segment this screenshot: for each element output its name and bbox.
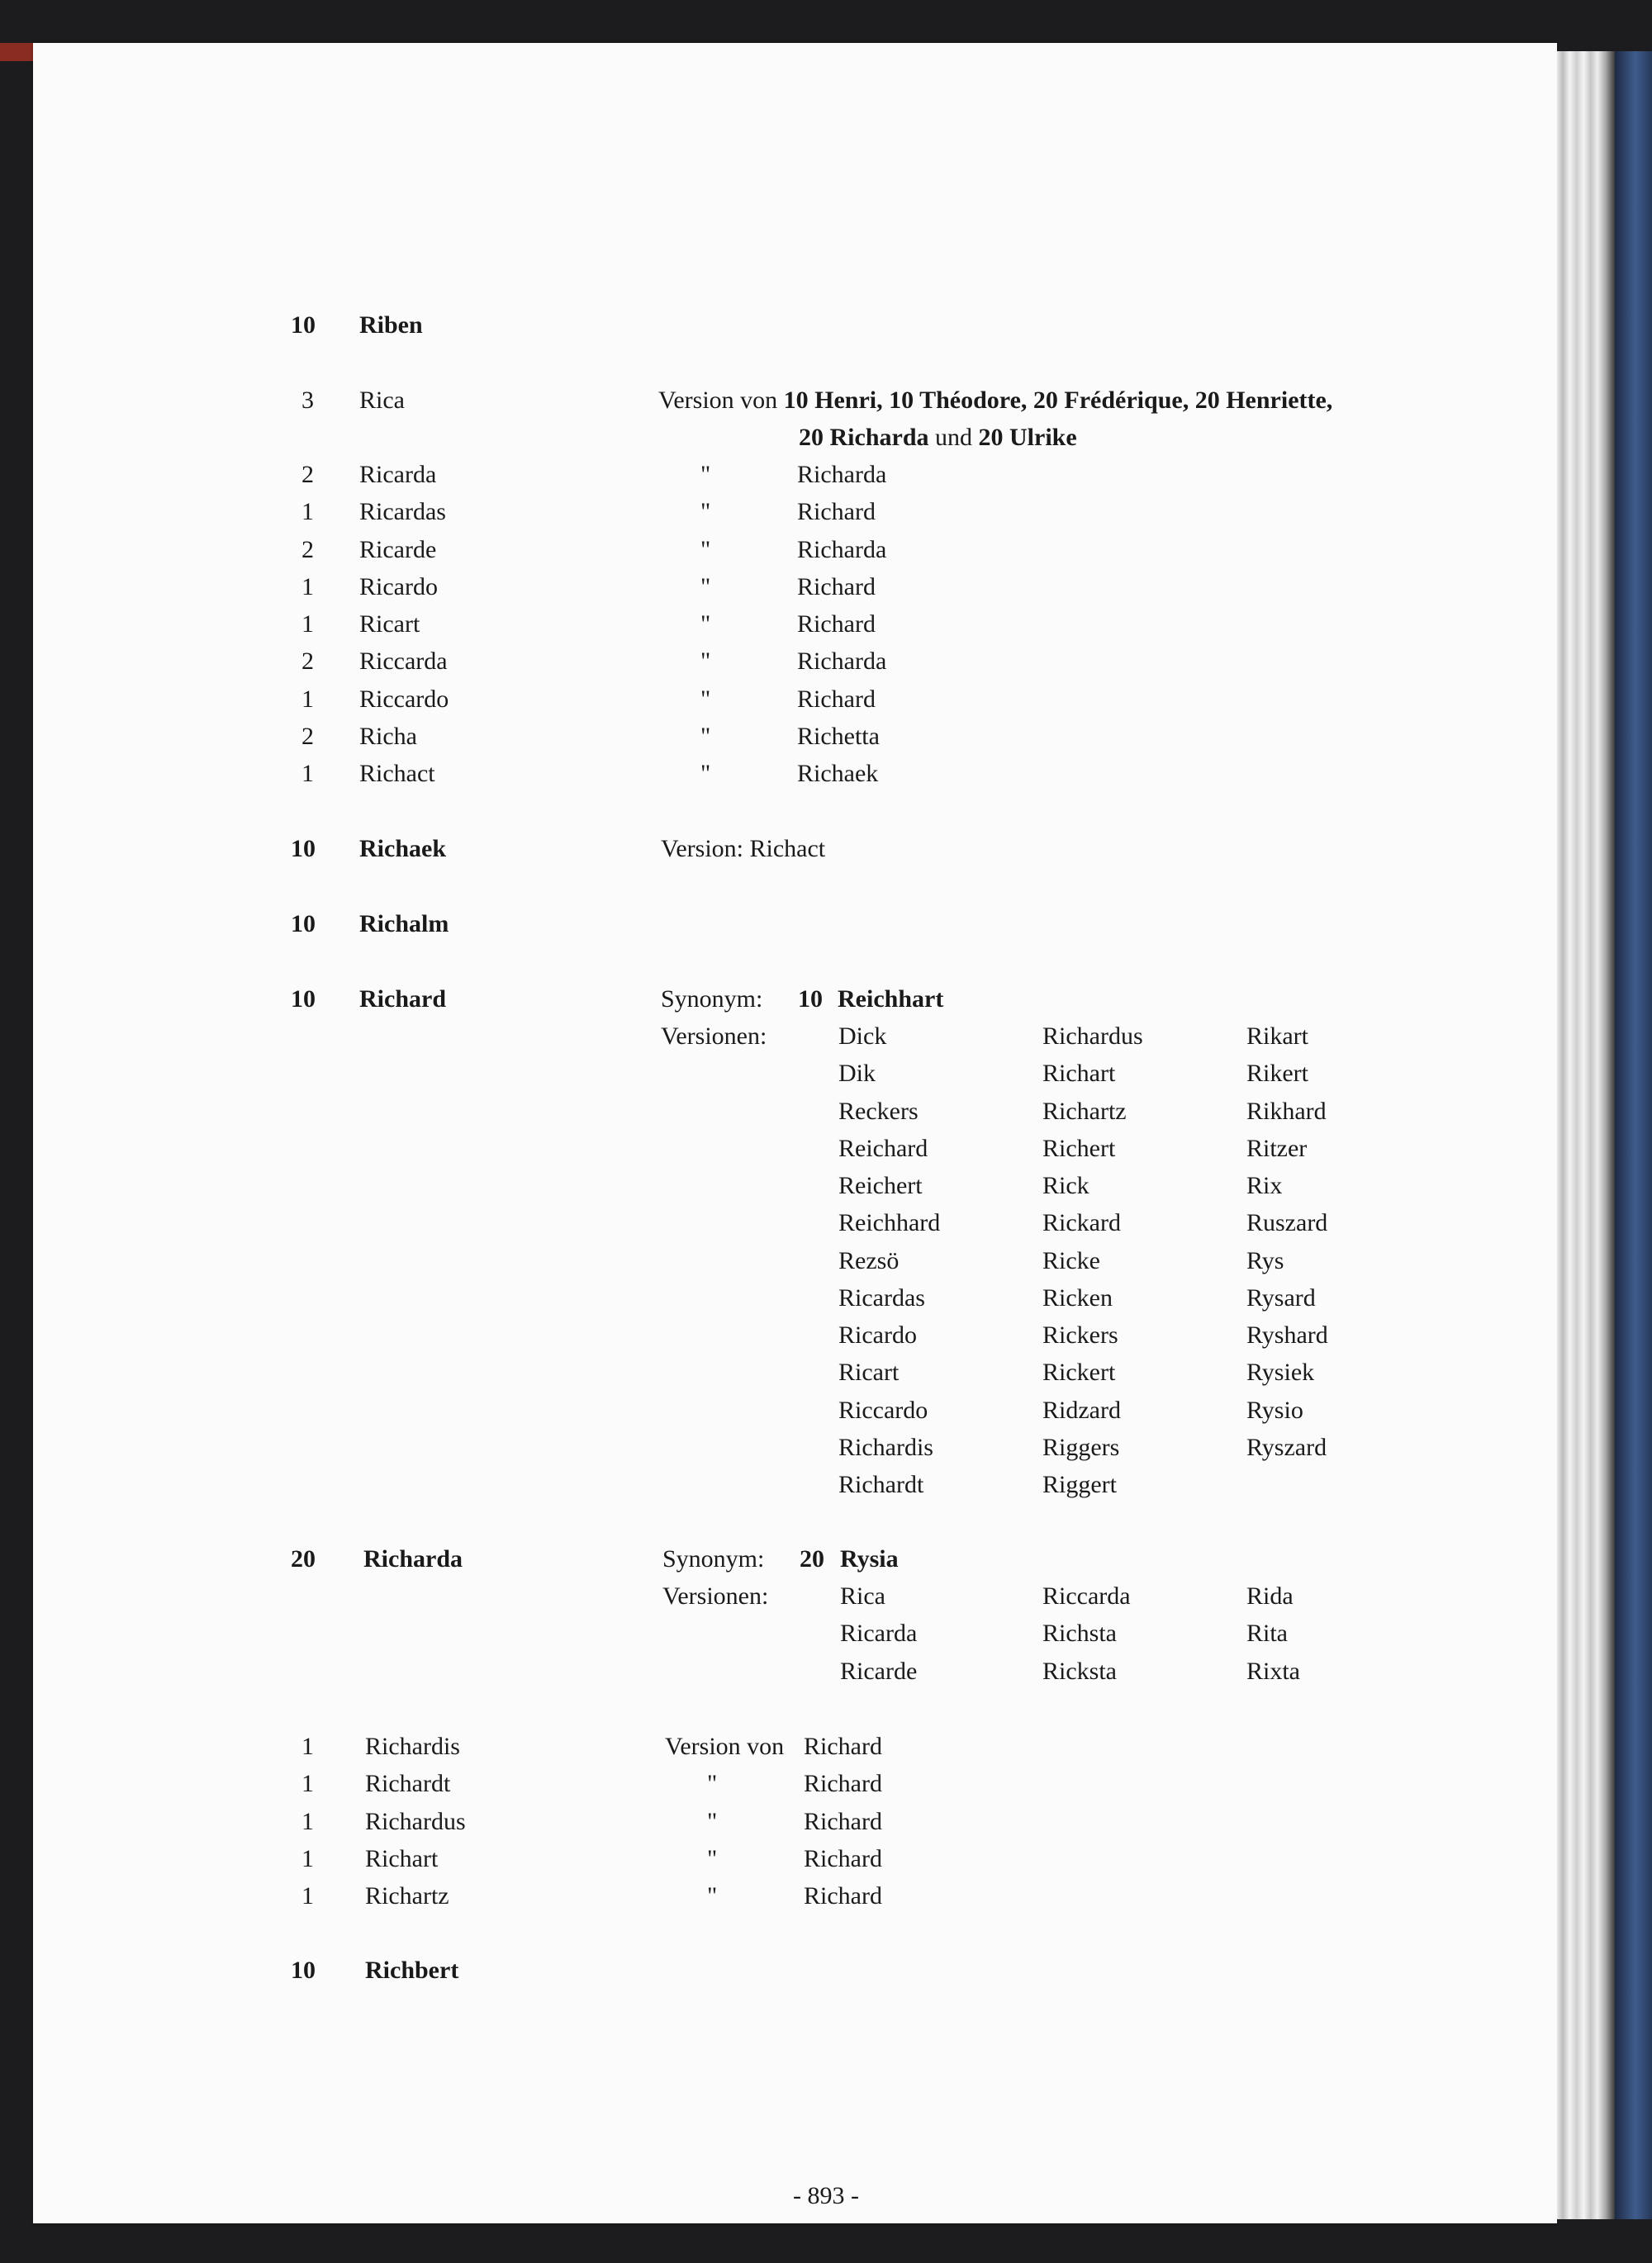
versions-row — [0, 1392, 1652, 1429]
version-name: Rysard — [1246, 1283, 1316, 1312]
entry-count: 10 — [291, 311, 316, 339]
entry-richard — [0, 980, 1652, 1018]
entry-count: 10 — [291, 985, 316, 1013]
version-target: 10 Henri, — [783, 387, 883, 414]
version-row — [0, 755, 1652, 792]
version-target: 10 Théodore, — [889, 387, 1028, 414]
version-name: Rikert — [1246, 1060, 1308, 1088]
version-name: Rezsö — [838, 1246, 900, 1274]
version-name: Rikart — [1246, 1022, 1308, 1050]
entry-count: 1 — [301, 760, 314, 787]
entry-name: Ricart — [359, 610, 420, 638]
synonym-count: 10 — [798, 985, 823, 1013]
versions-row — [0, 1653, 1652, 1690]
entry-riben — [0, 306, 1652, 344]
version-targets — [777, 387, 1332, 414]
version-target: Richard — [804, 1844, 882, 1872]
page-number: - 893 - — [793, 2182, 859, 2209]
version-row — [0, 568, 1652, 605]
version-name: Rysio — [1246, 1396, 1303, 1424]
version-name: Ritzer — [1246, 1134, 1308, 1162]
entry-count: 10 — [291, 1957, 316, 1984]
ditto-mark: " — [700, 498, 711, 526]
version-row — [0, 493, 1652, 530]
entry-name: Ricarde — [359, 535, 437, 563]
version-name: Ryszard — [1246, 1433, 1327, 1461]
version-row — [0, 718, 1652, 755]
version-name: Riggers — [1042, 1433, 1120, 1461]
version-name: Ricksta — [1042, 1657, 1117, 1685]
version-target: Richard — [797, 685, 876, 713]
version-name: Ricarda — [840, 1620, 918, 1648]
version-value: Richact — [749, 835, 826, 862]
version-connector — [777, 387, 784, 414]
entry-count: 1 — [301, 610, 314, 638]
versions-label: Versionen: — [662, 1582, 769, 1610]
versions-row — [0, 1577, 1652, 1615]
ditto-mark: " — [707, 1882, 718, 1910]
version-name: Richardus — [1042, 1022, 1143, 1050]
version-target: Richard — [804, 1733, 882, 1760]
version-name: Richart — [1042, 1060, 1116, 1088]
entry-name: Richaek — [359, 835, 446, 862]
version-target: Richarda — [797, 535, 887, 563]
entry-name: Ricardas — [359, 498, 446, 526]
version-target: 20 Richarda — [799, 424, 929, 451]
version-target: 20 Frédérique, — [1032, 387, 1189, 414]
version-name: Ridzard — [1042, 1396, 1121, 1424]
version-row — [0, 1728, 1652, 1765]
entry-name: Riccardo — [359, 685, 449, 713]
version-name: Ricke — [1042, 1246, 1100, 1274]
version-name: Rica — [840, 1582, 885, 1610]
entry-name: Riccarda — [359, 648, 448, 676]
versions-row — [0, 1242, 1652, 1279]
entry-rica-continued — [0, 419, 1652, 456]
entry-name: Richartz — [365, 1882, 449, 1910]
entry-count: 1 — [301, 1807, 314, 1835]
version-name: Rita — [1246, 1620, 1288, 1648]
entry-name: Richardus — [365, 1807, 466, 1835]
version-row — [0, 531, 1652, 568]
version-name: Riccardo — [838, 1396, 928, 1424]
versions-row — [0, 1093, 1652, 1130]
version-name: Rikhard — [1246, 1097, 1327, 1125]
version-targets-continued — [799, 419, 1077, 456]
versions-row — [0, 1167, 1652, 1204]
version-name: Ricarde — [840, 1657, 918, 1685]
version-name: Ricart — [838, 1359, 900, 1387]
versions-row — [0, 1279, 1652, 1317]
versions-row — [0, 1466, 1652, 1503]
version-target: Richard — [804, 1807, 882, 1835]
entry-count: 1 — [301, 1733, 314, 1760]
version-name: Rixta — [1246, 1657, 1300, 1685]
version-name: Ryshard — [1246, 1321, 1328, 1349]
version-name: Rix — [1246, 1172, 1283, 1199]
entry-count: 10 — [291, 835, 316, 862]
version-name: Riggert — [1042, 1471, 1117, 1498]
version-target: Richarda — [797, 461, 887, 488]
entry-name: Richarda — [363, 1545, 463, 1573]
version-name: Rys — [1246, 1246, 1284, 1274]
ditto-mark: " — [707, 1844, 718, 1872]
synonym-count: 20 — [800, 1545, 824, 1573]
versions-row — [0, 1317, 1652, 1354]
version-target: Richaek — [797, 760, 879, 787]
entry-version-line — [658, 382, 1332, 419]
entry-name: Rica — [359, 387, 405, 414]
versions-row — [0, 1055, 1652, 1092]
entry-name: Richardt — [365, 1770, 451, 1798]
versions-row — [0, 1615, 1652, 1652]
version-name: Richsta — [1042, 1620, 1117, 1648]
ditto-mark: " — [700, 722, 711, 750]
version-name: Richert — [1042, 1134, 1116, 1162]
ditto-mark: " — [700, 648, 711, 676]
version-name: Richartz — [1042, 1097, 1127, 1125]
version-row — [0, 1803, 1652, 1840]
version-name: Rysiek — [1246, 1359, 1315, 1387]
version-target: Richard — [797, 610, 876, 638]
synonym-label: Synonym: — [661, 985, 763, 1013]
entry-richarda — [0, 1540, 1652, 1577]
entry-count: 2 — [301, 535, 314, 563]
ditto-mark: " — [707, 1770, 718, 1798]
entry-count: 3 — [301, 387, 314, 414]
entry-count: 1 — [301, 1770, 314, 1798]
version-row — [0, 1765, 1652, 1802]
entry-count: 1 — [301, 1882, 314, 1910]
entry-count: 10 — [291, 910, 316, 937]
entry-count: 1 — [301, 498, 314, 526]
version-name: Reichard — [838, 1134, 928, 1162]
ditto-mark: " — [700, 610, 711, 638]
versions-row — [0, 1429, 1652, 1466]
entry-count: 2 — [301, 461, 314, 488]
ditto-mark: " — [707, 1807, 718, 1835]
version-target: Richard — [804, 1882, 882, 1910]
version-target: 20 Ulrike — [978, 424, 1077, 451]
entry-name: Richart — [365, 1844, 439, 1872]
entry-count: 1 — [301, 685, 314, 713]
version-name: Ricardo — [838, 1321, 917, 1349]
ditto-mark: " — [700, 685, 711, 713]
version-connector — [1189, 387, 1195, 414]
version-connector — [1027, 387, 1033, 414]
versions-row — [0, 1130, 1652, 1167]
version-connector: und — [928, 424, 979, 451]
entry-name: Richardis — [365, 1733, 460, 1760]
synonym-name: Reichhart — [838, 985, 944, 1013]
version-name: Richardis — [838, 1433, 933, 1461]
version-name: Ruszard — [1246, 1209, 1328, 1237]
ditto-mark: " — [700, 535, 711, 563]
entry-count: 2 — [301, 722, 314, 750]
entry-name: Richact — [359, 760, 435, 787]
entry-name: Richalm — [359, 910, 449, 937]
versions-row — [0, 1354, 1652, 1391]
version-name: Riccarda — [1042, 1582, 1131, 1610]
entry-count: 1 — [301, 1844, 314, 1872]
ditto-mark: " — [700, 760, 711, 787]
version-name: Dick — [838, 1022, 887, 1050]
entry-name: Riben — [359, 311, 423, 339]
version-name: Rida — [1246, 1582, 1294, 1610]
synonym-label: Synonym: — [662, 1545, 765, 1573]
version-label: Version: Richact — [661, 835, 826, 862]
entry-count: 2 — [301, 648, 314, 676]
version-name: Reichhard — [838, 1209, 941, 1237]
entry-richalm — [0, 905, 1652, 942]
version-row — [0, 1877, 1652, 1914]
entry-name: Ricarda — [359, 461, 437, 488]
version-target: Richard — [804, 1770, 882, 1798]
synonym-name: Rysia — [840, 1545, 899, 1573]
version-name: Rickert — [1042, 1359, 1116, 1387]
version-row — [0, 681, 1652, 718]
version-target: Richarda — [797, 648, 887, 676]
version-name: Rickers — [1042, 1321, 1118, 1349]
version-row — [0, 456, 1652, 493]
version-name: Richardt — [838, 1471, 924, 1498]
version-name: Dik — [838, 1060, 876, 1088]
entry-name: Ricardo — [359, 572, 438, 600]
entry-count: 20 — [291, 1545, 316, 1573]
version-label: Version von — [665, 1733, 785, 1760]
version-name: Reckers — [838, 1097, 919, 1125]
version-name: Rick — [1042, 1172, 1089, 1199]
version-name: Rickard — [1042, 1209, 1121, 1237]
ditto-mark: " — [700, 572, 711, 600]
version-name: Ricken — [1042, 1283, 1113, 1312]
versions-row — [0, 1018, 1652, 1055]
versions-row — [0, 1204, 1652, 1241]
version-target: Richard — [797, 498, 876, 526]
ditto-mark: " — [700, 461, 711, 488]
version-name: Ricardas — [838, 1283, 925, 1312]
entry-name: Richard — [359, 985, 446, 1013]
version-target: Richard — [797, 572, 876, 600]
entry-richaek — [0, 830, 1652, 867]
version-row — [0, 1840, 1652, 1877]
version-prefix: Version von — [658, 387, 778, 414]
version-name: Reichert — [838, 1172, 923, 1199]
entry-richbert — [0, 1952, 1652, 1989]
version-target: 20 Henriette, — [1194, 387, 1333, 414]
versions-label: Versionen: — [661, 1022, 767, 1050]
version-row — [0, 643, 1652, 680]
entry-count: 1 — [301, 572, 314, 600]
entry-rica — [0, 382, 1652, 419]
entry-name: Richa — [359, 722, 417, 750]
version-target: Richetta — [797, 722, 880, 750]
entry-name: Richbert — [365, 1957, 459, 1984]
version-row — [0, 605, 1652, 643]
